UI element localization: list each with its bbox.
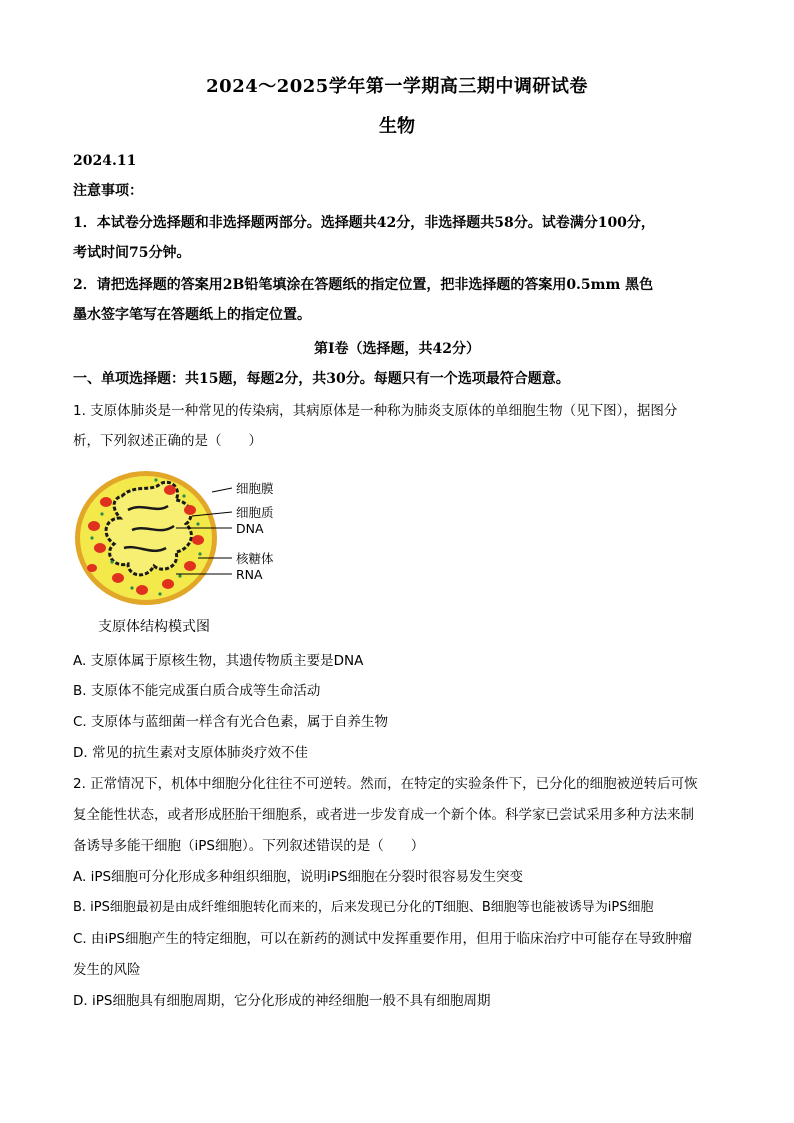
q2-option-d: D. iPS细胞具有细胞周期，它分化形成的神经细胞一般不具有细胞周期 — [73, 993, 491, 1009]
q2-option-a: A. iPS细胞可分化形成多种组织细胞，说明iPS细胞在分裂时很容易发生突变 — [73, 869, 524, 885]
notes-item-2-line-2: 墨水签字笔写在答题纸上的指定位置。 — [73, 307, 311, 323]
ribosome — [94, 543, 106, 553]
part-title: 一、单项选择题：共15题，每题2分，共30分。每题只有一个选项最符合题意。 — [73, 371, 570, 387]
q2-stem-line-2: 复全能性状态，或者形成胚胎干细胞系，或者进一步发育成一个新个体。科学家已尝试采用多种方法来制 — [73, 807, 694, 823]
q1-stem-line-1: 1. 支原体肺炎是一种常见的传染病，其病原体是一种称为肺炎支原体的单细胞生物（见下图），据图分 — [73, 403, 678, 419]
ribosome — [100, 497, 112, 507]
q2-option-c-line-2: 发生的风险 — [73, 962, 141, 978]
notes-item-2-line-1: 2．请把选择题的答案用2B铅笔填涂在答题纸的指定位置，把非选择题的答案用0.5mm 黑色 — [73, 277, 654, 293]
ribosome — [162, 579, 174, 589]
q1-option-b: B. 支原体不能完成蛋白质合成等生命活动 — [73, 683, 321, 699]
label-ribosome: 核糖体 — [236, 551, 274, 566]
q1-option-a: A. 支原体属于原核生物，其遗传物质主要是DNA — [73, 653, 364, 669]
q1-stem-line-2: 析，下列叙述正确的是（ ） — [73, 433, 262, 449]
ribosome — [112, 573, 124, 583]
ribosome — [184, 505, 196, 515]
ribosome — [136, 585, 148, 595]
label-cell-membrane: 细胞膜 — [236, 481, 274, 496]
figure-caption: 支原体结构模式图 — [98, 619, 210, 635]
q2-stem-line-1: 2. 正常情况下，机体中细胞分化往往不可逆转。然而，在特定的实验条件下，已分化的细胞被逆转后可恢 — [73, 776, 698, 792]
ribosome — [87, 564, 97, 572]
label-rna: RNA — [236, 567, 263, 582]
ribosome — [184, 561, 196, 571]
notes-item-1-line-2: 考试时间75分钟。 — [73, 245, 191, 261]
ribosome — [164, 485, 176, 495]
q1-option-d: D. 常见的抗生素对支原体肺炎疗效不佳 — [73, 745, 308, 761]
q1-option-c: C. 支原体与蓝细菌一样含有光合色素，属于自养生物 — [73, 714, 389, 730]
notes-item-1-line-1: 1．本试卷分选择题和非选择题两部分。选择题共42分，非选择题共58分。试卷满分100分， — [73, 215, 655, 231]
notes-heading: 注意事项： — [73, 183, 143, 199]
ribosome — [88, 521, 100, 531]
mycoplasma-diagram — [72, 466, 302, 636]
q2-stem-line-3: 备诱导多能干细胞（iPS细胞）。下列叙述错误的是（ ） — [73, 838, 425, 854]
label-cytoplasm: 细胞质 — [236, 505, 274, 520]
ribosome — [192, 535, 204, 545]
exam-date: 2024.11 — [73, 153, 137, 169]
exam-subject: 生物 — [379, 116, 415, 137]
label-dna: DNA — [236, 521, 264, 536]
exam-title: 2024～2025学年第一学期高三期中调研试卷 — [206, 76, 588, 97]
q2-option-b: B. iPS细胞最初是由成纤维细胞转化而来的，后来发现已分化的T细胞、B细胞等也能被诱导为iPS细胞 — [73, 900, 654, 915]
q2-option-c-line-1: C. 由iPS细胞产生的特定细胞，可以在新药的测试中发挥重要作用，但用于临床治疗中可能存在导致肿瘤 — [73, 931, 692, 947]
volume-title: 第Ⅰ卷（选择题，共42分） — [313, 341, 481, 357]
